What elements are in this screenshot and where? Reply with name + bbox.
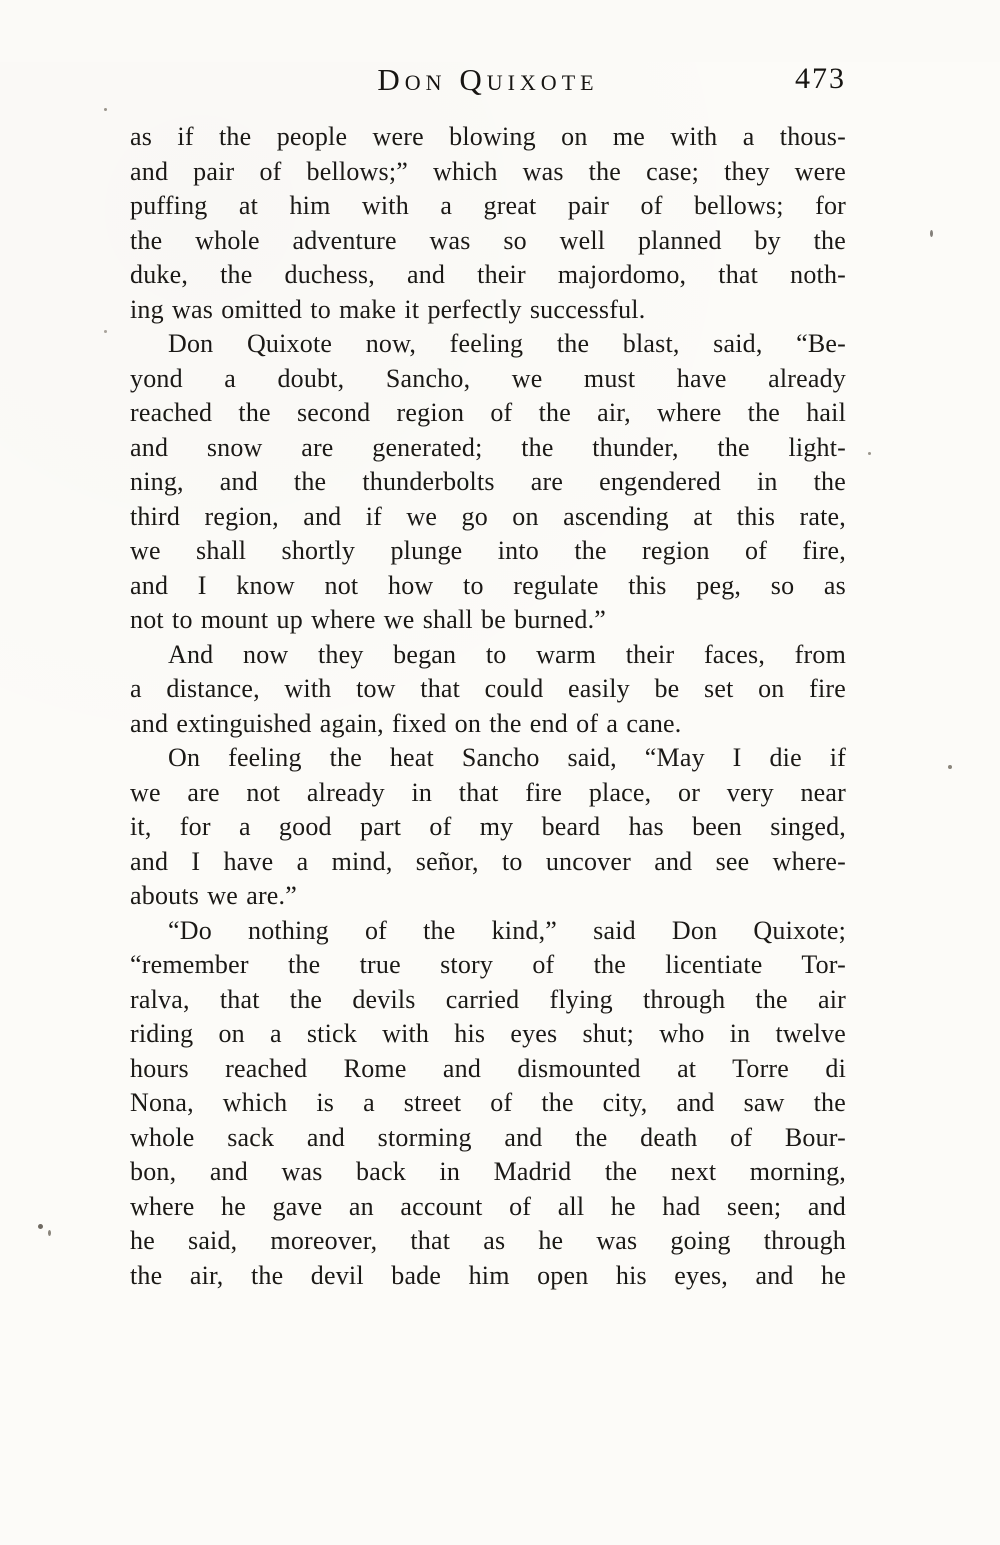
text-line: duke, the duchess, and their majordomo, that noth- [130,260,846,289]
text-line: Nona, which is a street of the city, and saw the [130,1088,846,1117]
text-line: ing was omitted to make it perfectly successful. [130,294,646,324]
text-line: we are not already in that fire place, or very near [130,777,846,807]
paragraph [130,741,846,914]
text-line: ning, and the thunderbolts are engendered in the [130,467,846,496]
page-header [130,62,846,106]
text-line: a distance, with tow that could easily be set on fire [130,674,846,703]
paragraph [130,327,846,638]
text-line: and I have a mind, señor, to uncover and see where- [130,846,846,876]
page-body [130,120,846,1293]
paragraph [130,914,846,1294]
text-line: the whole adventure was so well planned by the [130,225,846,255]
text-line: whole sack and storming and the death of Bour- [130,1122,846,1152]
text-line: riding on a stick with his eyes shut; who in twelve [130,1019,846,1048]
text-line: as if the people were blowing on me with a thous- [130,122,846,151]
paragraph [130,638,846,742]
text-line: third region, and if we go on ascending at this rate, [130,501,846,531]
text-line: it, for a good part of my beard has been singed, [130,812,846,841]
text-line: and extinguished again, fixed on the end of a cane. [130,708,682,738]
text-line: abouts we are.” [130,881,297,910]
text-line: ralva, that the devils carried flying through the air [130,984,846,1014]
text-line: Don Quixote now, feeling the blast, said, “Be- [168,329,846,358]
text-line: and I know not how to regulate this peg, so as [130,570,846,600]
text-line: hours reached Rome and dismounted at Torre di [130,1053,846,1083]
text-line: bon, and was back in Madrid the next morning, [130,1157,846,1186]
text-line: “remember the true story of the licentiate Tor- [130,950,846,979]
text-line: And now they began to warm their faces, from [168,639,846,669]
text-line: “Do nothing of the kind,” said Don Quixote; [168,915,846,945]
text-line: the air, the devil bade him open his eyes, and he [130,1260,846,1290]
text-line: where he gave an account of all he had seen; and [130,1191,846,1221]
scan-speck [948,765,952,769]
text-line: he said, moreover, that as he was going through [130,1226,846,1255]
text-line: On feeling the heat Sancho said, “May I die if [168,743,846,772]
text-line: reached the second region of the air, where the hail [130,398,846,427]
text-line: and pair of bellows;” which was the case; they were [130,156,846,186]
text-line: puffing at him with a great pair of bellows; for [130,191,846,220]
text-line: and snow are generated; the thunder, the light- [130,432,846,462]
book-page [0,62,1000,1545]
paragraph [130,120,846,327]
scan-speck [868,452,871,455]
scan-speck [930,230,933,237]
running-title: Don Quixote [377,62,599,97]
text-line: not to mount up where we shall be burned.” [130,605,607,634]
text-line: yond a doubt, Sancho, we must have already [130,363,846,393]
text-line: we shall shortly plunge into the region of fire, [130,536,846,565]
scan-speck [104,108,107,111]
scan-speck [38,1224,43,1229]
scan-speck [104,330,107,333]
page-number: 473 [795,62,846,95]
scan-speck [48,1230,51,1236]
